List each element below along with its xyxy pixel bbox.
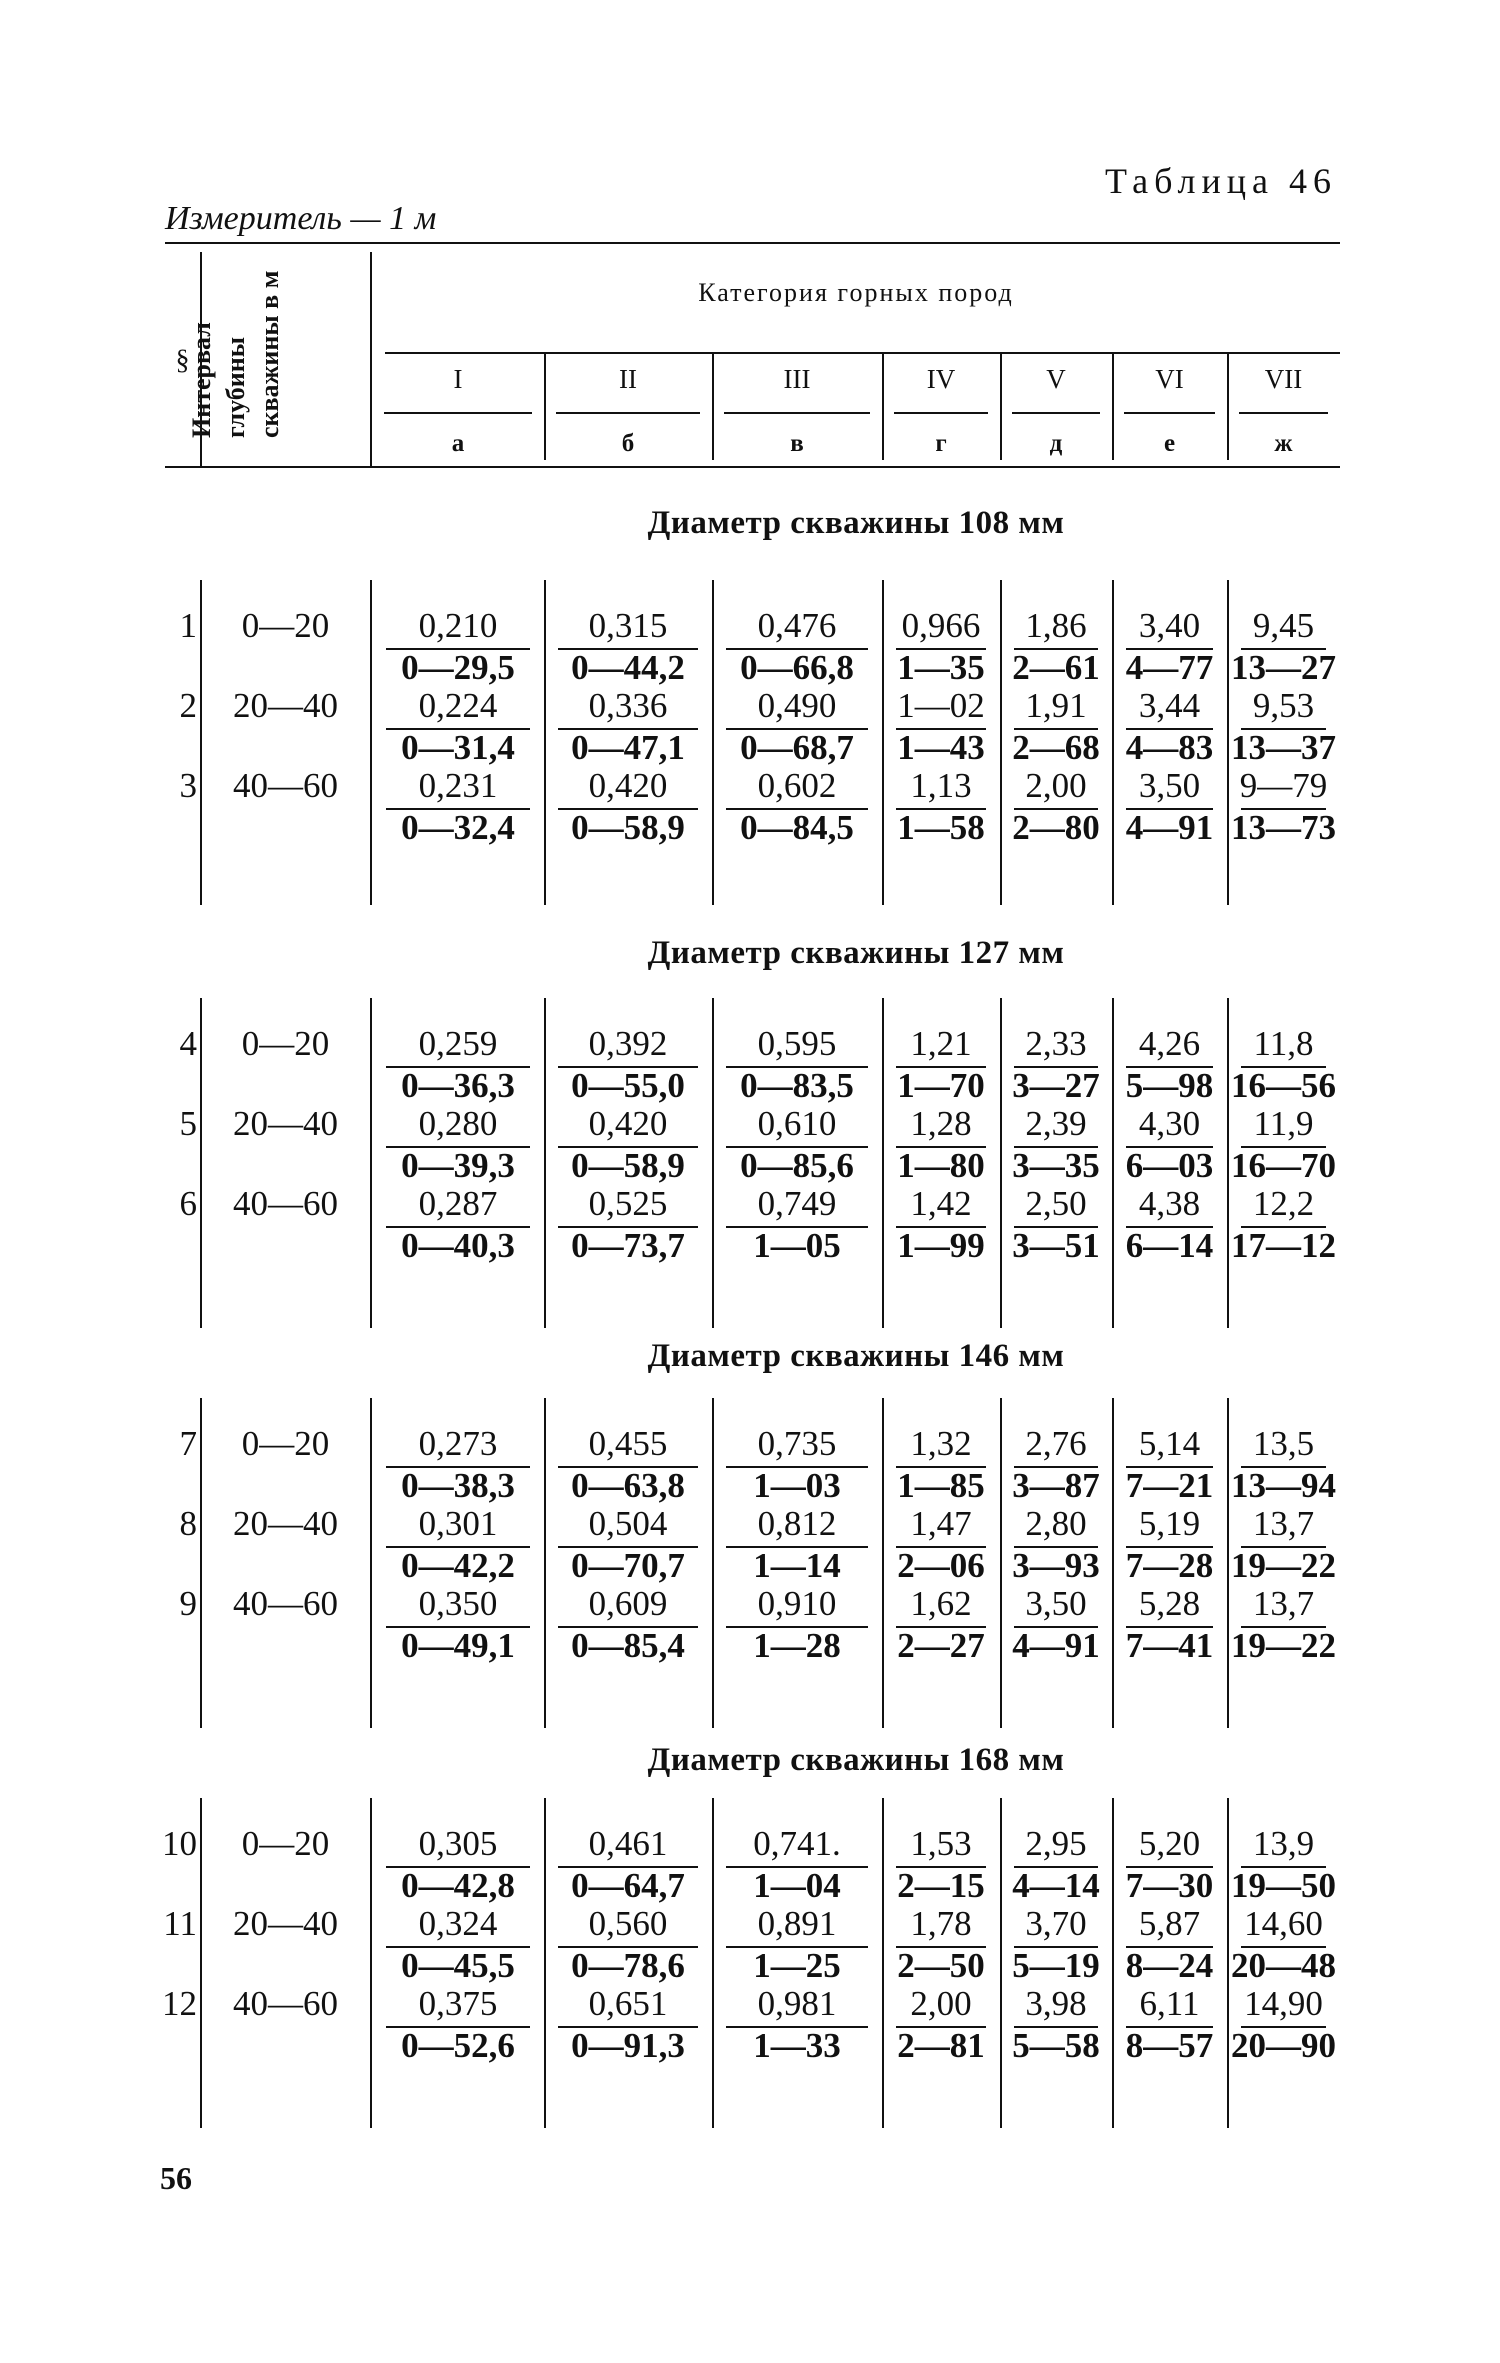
unit-label: Измеритель — 1 м [165,200,437,237]
cell-cost: 0—29,5 [401,648,515,687]
cell-cost: 5—98 [1125,1066,1214,1105]
cell-value: 0,375 [418,1984,498,2023]
cell-cost: 7—41 [1125,1626,1214,1665]
cell-value: 0,735 [757,1424,837,1463]
category-divider [712,352,714,460]
cell-cost: 0—44,2 [571,648,685,687]
cell-cost: 6—14 [1125,1226,1214,1265]
category-roman-7: VII [1264,364,1303,394]
cell-value: 1,47 [910,1504,972,1543]
cell-cost: 0—58,9 [571,808,685,847]
cell-cost: 2—81 [897,2026,985,2065]
cell-value: 5,28 [1138,1584,1201,1623]
column-divider [370,580,372,905]
cell-cost: 1—70 [897,1066,985,1105]
cell-value: 2,00 [1025,766,1087,805]
cell-value: 0,504 [588,1504,668,1543]
cell-value: 0,525 [588,1184,668,1223]
category-divider [1112,352,1114,460]
depth-interval: 40—60 [233,1584,338,1623]
cell-value: 11,8 [1253,1024,1314,1063]
category-divider [882,352,884,460]
column-divider [712,998,714,1328]
cell-cost: 0—45,5 [401,1946,515,1985]
cell-value: 1—02 [897,686,985,725]
cell-value: 3,50 [1025,1584,1087,1623]
cell-value: 0,224 [418,686,498,725]
cell-value: 0,301 [418,1504,498,1543]
cell-value: 0,392 [588,1024,668,1063]
category-underline [384,412,532,414]
cell-cost: 1—33 [753,2026,841,2065]
cell-cost: 1—14 [753,1546,841,1585]
category-letter-7: ж [1274,430,1293,457]
column-divider [882,998,884,1328]
cell-cost: 3—51 [1012,1226,1100,1265]
cell-cost: 0—42,2 [401,1546,515,1585]
cell-value: 4,30 [1138,1104,1201,1143]
cell-value: 5,20 [1138,1824,1201,1863]
column-divider [370,1398,372,1728]
row-number: 3 [179,766,197,805]
column-divider [544,580,546,905]
cell-cost: 1—04 [753,1866,841,1905]
category-underline [894,412,988,414]
cell-cost: 2—50 [897,1946,985,1985]
cell-value: 1,42 [910,1184,972,1223]
cell-cost: 1—35 [897,648,985,687]
cell-cost: 16—56 [1231,1066,1336,1105]
category-letter-3: в [790,430,804,457]
row-number: 12 [162,1984,197,2023]
cell-cost: 7—28 [1125,1546,1214,1585]
cell-cost: 13—73 [1231,808,1336,847]
cell-cost: 0—64,7 [571,1866,685,1905]
cell-cost: 3—35 [1012,1146,1100,1185]
cell-cost: 0—40,3 [401,1226,515,1265]
cell-cost: 0—38,3 [401,1466,515,1505]
cell-cost: 2—68 [1012,728,1100,767]
cell-value: 0,749 [757,1184,837,1223]
cell-cost: 0—91,3 [571,2026,685,2065]
depth-interval: 20—40 [233,686,338,725]
cell-cost: 0—32,4 [401,808,515,847]
block-title: Диаметр скважины 168 мм [647,1742,1065,1778]
category-header: Категория горных пород [698,278,1014,307]
cell-cost: 20—90 [1231,2026,1336,2065]
cell-value: 0,741. [753,1824,841,1863]
row-number: 2 [179,686,197,725]
cell-value: 1,13 [910,766,972,805]
cell-cost: 0—55,0 [571,1066,685,1105]
cell-value: 2,76 [1025,1424,1087,1463]
cell-value: 4,26 [1138,1024,1201,1063]
row-number: 6 [179,1184,197,1223]
cell-value: 0,420 [588,1104,668,1143]
column-divider [1227,998,1229,1328]
depth-interval: 20—40 [233,1104,338,1143]
cell-value: 0,350 [418,1584,498,1623]
column-divider [544,1798,546,2128]
cell-cost: 19—22 [1231,1626,1336,1665]
depth-interval: 0—20 [241,1424,330,1463]
cell-value: 0,910 [757,1584,837,1623]
column-divider [370,998,372,1328]
category-divider [544,352,546,460]
cell-value: 0,455 [588,1424,668,1463]
depth-interval: 40—60 [233,766,338,805]
cell-cost: 0—85,6 [740,1146,854,1185]
category-divider [1000,352,1002,460]
cell-value: 1,21 [910,1024,972,1063]
cell-cost: 2—61 [1012,648,1100,687]
column-divider [712,1398,714,1728]
cell-value: 0,231 [418,766,498,805]
cell-cost: 6—03 [1125,1146,1214,1185]
cell-value: 13,9 [1252,1824,1315,1863]
cell-cost: 1—25 [753,1946,841,1985]
cell-value: 3,40 [1138,606,1201,645]
category-letter-2: б [621,430,635,457]
cell-cost: 0—49,1 [401,1626,515,1665]
cell-cost: 8—57 [1125,2026,1214,2065]
cell-value: 13,7 [1252,1584,1315,1623]
category-letter-1: а [451,430,465,457]
cell-cost: 13—94 [1231,1466,1336,1505]
column-divider [882,580,884,905]
category-underline [1012,412,1100,414]
column-divider [200,580,202,905]
cell-value: 0,812 [757,1504,837,1543]
cell-cost: 3—93 [1012,1546,1100,1585]
cell-cost: 7—21 [1125,1466,1214,1505]
cell-value: 1,78 [910,1904,972,1943]
cell-cost: 1—80 [897,1146,985,1185]
cell-cost: 5—19 [1012,1946,1100,1985]
cell-value: 0,490 [757,686,837,725]
cell-cost: 1—05 [753,1226,841,1265]
cell-value: 1,53 [910,1824,972,1863]
interval-column-header: Интервал глубины скважины в м [187,270,284,438]
category-roman-4: IV [926,364,956,394]
cell-value: 0,287 [418,1184,498,1223]
column-divider [1112,580,1114,905]
cell-value: 11,9 [1253,1104,1314,1143]
category-roman-1: I [453,364,463,394]
category-underline [724,412,870,414]
cell-value: 0,324 [418,1904,498,1943]
header-top-rule [165,242,1340,244]
cell-value: 2,00 [910,1984,972,2023]
depth-interval: 20—40 [233,1504,338,1543]
cell-cost: 4—77 [1125,648,1214,687]
block-title: Диаметр скважины 108 мм [647,505,1065,541]
cell-value: 13,7 [1252,1504,1315,1543]
cell-value: 0,315 [588,606,668,645]
column-divider [1000,1398,1002,1728]
cell-value: 0,476 [757,606,837,645]
cell-cost: 17—12 [1231,1226,1336,1265]
category-letter-6: е [1163,430,1176,457]
cell-value: 0,210 [418,606,498,645]
cell-cost: 4—14 [1012,1866,1100,1905]
cell-cost: 4—91 [1012,1626,1100,1665]
cell-value: 9—79 [1239,766,1328,805]
depth-interval: 20—40 [233,1904,338,1943]
cell-cost: 1—28 [753,1626,841,1665]
cell-cost: 2—15 [897,1866,985,1905]
cell-value: 3,44 [1138,686,1201,725]
column-divider [1000,998,1002,1328]
row-number: 9 [179,1584,197,1623]
cell-value: 0,280 [418,1104,498,1143]
cell-cost: 3—87 [1012,1466,1100,1505]
cell-cost: 8—24 [1125,1946,1214,1985]
column-divider [712,1798,714,2128]
cell-cost: 20—48 [1231,1946,1336,1985]
cell-cost: 7—30 [1125,1866,1214,1905]
cell-value: 1,91 [1025,686,1087,725]
row-number: 7 [179,1424,197,1463]
column-divider [1227,1798,1229,2128]
cell-cost: 0—39,3 [401,1146,515,1185]
cell-cost: 13—37 [1231,728,1336,767]
category-underline [1124,412,1215,414]
cell-cost: 0—52,6 [401,2026,515,2065]
cell-cost: 0—83,5 [740,1066,854,1105]
category-divider [1227,352,1229,460]
cell-cost: 0—31,4 [401,728,515,767]
category-underline [556,412,700,414]
cell-cost: 4—91 [1125,808,1214,847]
cell-cost: 2—06 [897,1546,985,1585]
cell-value: 2,33 [1025,1024,1087,1063]
depth-interval: 40—60 [233,1184,338,1223]
cell-value: 1,32 [910,1424,972,1463]
category-roman-3: III [783,364,811,394]
column-divider [1227,580,1229,905]
cell-value: 14,60 [1244,1904,1323,1943]
category-roman-5: V [1046,364,1066,394]
cell-value: 14,90 [1244,1984,1323,2023]
row-number: 4 [179,1024,197,1063]
cell-value: 13,5 [1252,1424,1315,1463]
column-divider [1000,580,1002,905]
cell-value: 3,98 [1025,1984,1087,2023]
column-divider [370,1798,372,2128]
column-divider [1112,998,1114,1328]
cell-cost: 19—50 [1231,1866,1336,1905]
cell-value: 0,891 [757,1904,837,1943]
cell-value: 2,50 [1025,1184,1087,1223]
column-divider [544,998,546,1328]
cell-value: 4,38 [1138,1184,1201,1223]
category-letter-5: д [1049,430,1063,457]
cell-value: 6,11 [1139,1984,1200,2023]
cell-value: 0,651 [588,1984,668,2023]
cell-cost: 19—22 [1231,1546,1336,1585]
cell-value: 0,602 [757,766,837,805]
cell-value: 5,14 [1138,1424,1201,1463]
cell-cost: 1—43 [897,728,985,767]
category-roman-2: II [619,364,637,394]
column-divider [1112,1398,1114,1728]
cell-value: 9,45 [1252,606,1315,645]
cell-value: 0,966 [901,606,981,645]
cell-value: 1,62 [910,1584,972,1623]
page-number: 56 [160,2160,192,2196]
column-divider [1112,1798,1114,2128]
cell-cost: 0—42,8 [401,1866,515,1905]
block-title: Диаметр скважины 146 мм [647,1338,1065,1374]
cell-cost: 0—36,3 [401,1066,515,1105]
column-divider [882,1398,884,1728]
depth-interval: 0—20 [241,606,330,645]
cell-value: 12,2 [1252,1184,1315,1223]
cell-value: 0,420 [588,766,668,805]
column-divider [712,580,714,905]
cell-cost: 0—68,7 [740,728,854,767]
column-divider [1000,1798,1002,2128]
cell-value: 0,560 [588,1904,668,1943]
cell-cost: 2—27 [897,1626,985,1665]
cell-value: 5,19 [1138,1504,1201,1543]
row-number: 8 [179,1504,197,1543]
cell-cost: 2—80 [1012,808,1100,847]
cell-value: 0,595 [757,1024,837,1063]
category-roman-6: VI [1155,364,1184,394]
cell-cost: 0—85,4 [571,1626,685,1665]
cell-value: 3,70 [1025,1904,1087,1943]
cell-cost: 1—03 [753,1466,841,1505]
category-letter-4: г [935,430,947,457]
cell-cost: 0—78,6 [571,1946,685,1985]
cell-cost: 1—85 [897,1466,985,1505]
cell-value: 2,80 [1025,1504,1087,1543]
cell-cost: 13—27 [1231,648,1336,687]
depth-interval: 40—60 [233,1984,338,2023]
column-divider [544,1398,546,1728]
row-number: 1 [179,606,197,645]
cell-value: 0,610 [757,1104,837,1143]
row-number: 11 [163,1904,197,1943]
cell-cost: 16—70 [1231,1146,1336,1185]
cell-cost: 0—63,8 [571,1466,685,1505]
cell-cost: 5—58 [1012,2026,1100,2065]
depth-interval: 0—20 [241,1824,330,1863]
column-divider [200,1398,202,1728]
cell-value: 0,609 [588,1584,668,1623]
cell-cost: 0—47,1 [571,728,685,767]
row-number: 10 [162,1824,197,1863]
cell-cost: 0—58,9 [571,1146,685,1185]
cell-value: 0,461 [588,1824,668,1863]
cell-value: 0,981 [757,1984,837,2023]
category-rule [385,352,1340,354]
cell-cost: 0—70,7 [571,1546,685,1585]
cell-value: 0,336 [588,686,668,725]
cell-cost: 1—99 [897,1226,985,1265]
header-bottom-rule [165,466,1340,468]
cell-cost: 4—83 [1125,728,1214,767]
section-column-header: § [175,345,190,376]
column-divider [1227,1398,1229,1728]
row-number: 5 [179,1104,197,1143]
cell-value: 0,305 [418,1824,498,1863]
cell-cost: 0—84,5 [740,808,854,847]
depth-interval: 0—20 [241,1024,330,1063]
cell-cost: 3—27 [1012,1066,1100,1105]
cell-value: 2,39 [1025,1104,1087,1143]
column-divider [882,1798,884,2128]
column-divider [200,1798,202,2128]
cell-value: 2,95 [1025,1824,1087,1863]
cell-cost: 0—73,7 [571,1226,685,1265]
cell-value: 1,28 [910,1104,972,1143]
cell-value: 1,86 [1025,606,1087,645]
table-label: Таблица 46 [1105,161,1337,201]
cell-cost: 0—66,8 [740,648,854,687]
cell-value: 5,87 [1138,1904,1201,1943]
cell-cost: 1—58 [897,808,985,847]
cell-value: 0,273 [418,1424,498,1463]
cell-value: 3,50 [1138,766,1201,805]
category-underline [1239,412,1328,414]
column-divider [200,998,202,1328]
cell-value: 0,259 [418,1024,498,1063]
block-title: Диаметр скважины 127 мм [647,935,1065,971]
cell-value: 9,53 [1252,686,1315,725]
